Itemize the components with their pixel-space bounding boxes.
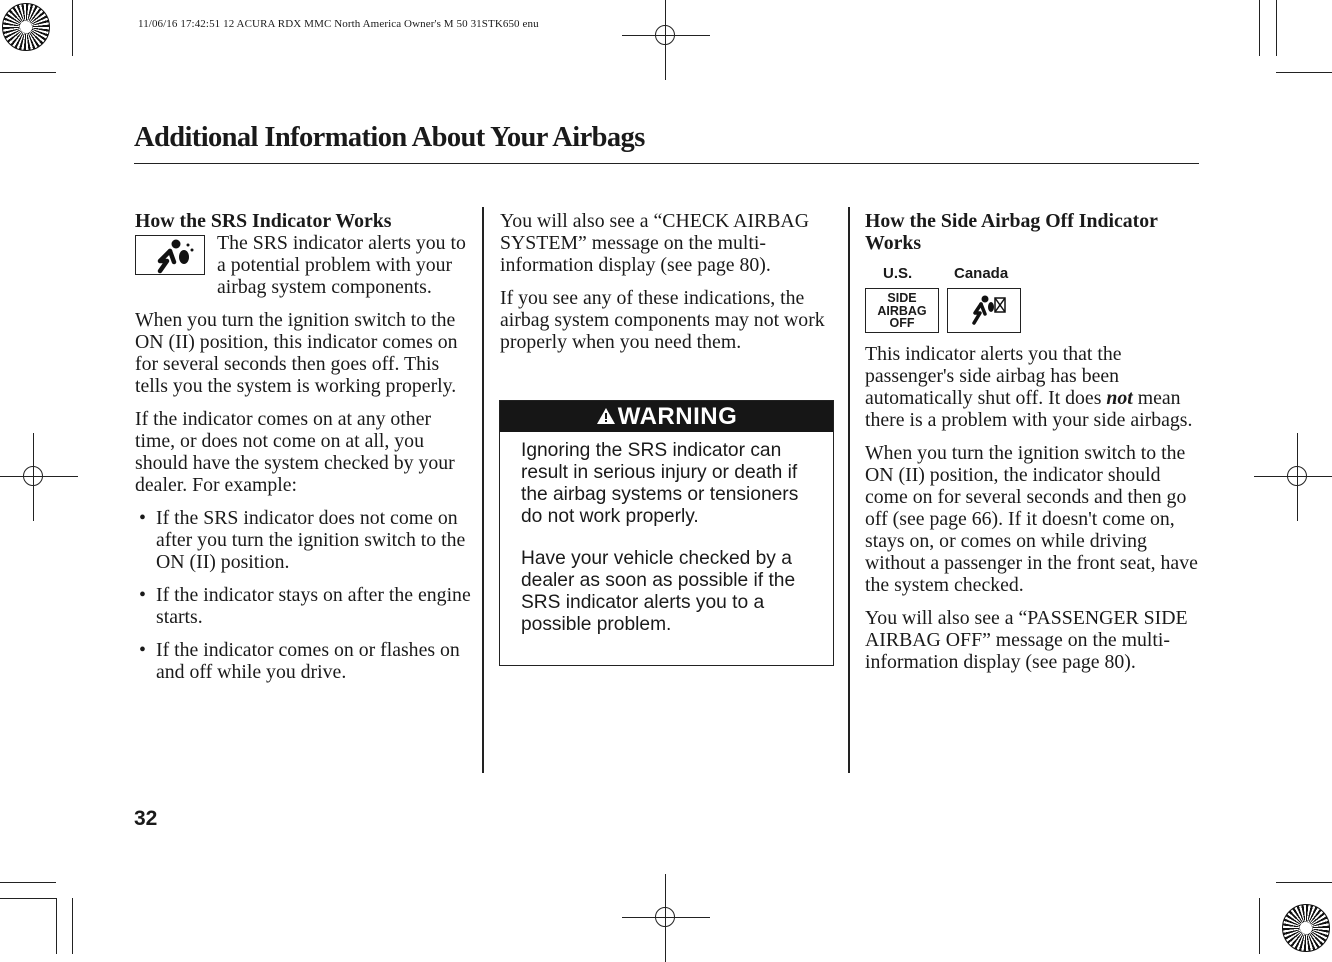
warning-triangle-icon bbox=[596, 407, 616, 425]
bullet-dot: • bbox=[139, 584, 146, 606]
bullet-dot: • bbox=[139, 639, 146, 661]
column-check-airbag bbox=[500, 210, 834, 364]
registration-mark-bottom-right bbox=[1282, 904, 1330, 952]
bullet-dot: • bbox=[139, 507, 146, 529]
title-rule bbox=[134, 163, 1199, 164]
crosshair-mark-top bbox=[622, 0, 710, 80]
emphasis-not: not bbox=[1106, 387, 1133, 409]
side-airbag-paragraph-3: You will also see a “PASSENGER SIDE AIRBAG OFF” message on the multi-information display (see page 80). bbox=[865, 607, 1188, 673]
column-side-airbag-off bbox=[865, 210, 1197, 254]
column-divider-1 bbox=[482, 207, 484, 773]
column-side-airbag-off-body bbox=[865, 343, 1199, 684]
side-airbag-off-symbol-icon bbox=[948, 289, 1020, 332]
warning-label: WARNING bbox=[617, 403, 738, 430]
crosshair-mark-bottom bbox=[622, 874, 710, 962]
srs-heading: How the SRS Indicator Works bbox=[135, 210, 392, 232]
warning-paragraph-1: Ignoring the SRS indicator can result in serious injury or death if the airbag systems or tensioners do not work properly. bbox=[521, 440, 799, 527]
column-divider-2 bbox=[848, 207, 850, 773]
warning-body bbox=[500, 432, 833, 636]
page-title: Additional Information About Your Airbags bbox=[134, 122, 645, 153]
page-number: 32 bbox=[134, 807, 158, 830]
seated-person-airbag-icon bbox=[136, 236, 204, 274]
warning-paragraph-2: Have your vehicle checked by a dealer as soon as possible if the SRS indicator alerts you to a possible problem. bbox=[521, 548, 796, 635]
side-airbag-paragraph-2: When you turn the ignition switch to the ON (II) position, the indicator should come on for several seconds and then go off (see page 66). If it doesn't come on, stays on, or comes on while driving without a passenger in the front seat, have the system checked. bbox=[865, 442, 1198, 596]
srs-paragraph-2: If the indicator comes on at any other time, or does not come on at all, you should have the system checked by your dealer. For example: bbox=[135, 408, 455, 496]
side-airbag-off-canada-indicator bbox=[947, 288, 1021, 333]
warning-box bbox=[499, 400, 834, 666]
warning-header bbox=[500, 401, 833, 432]
side-airbag-paragraph-1: This indicator alerts you that the passenger's side airbag has been automatically shut off. It does not mean there is a problem with your side airbags. bbox=[865, 343, 1193, 431]
srs-paragraph-1: When you turn the ignition switch to the ON (II) position, this indicator comes on for several seconds then goes off. This tells you the system is working properly. bbox=[135, 309, 458, 397]
srs-indicator-box bbox=[135, 235, 205, 275]
list-item: • If the SRS indicator does not come on after you turn the ignition switch to the ON (II) position. bbox=[139, 507, 466, 573]
check-airbag-paragraph: You will also see a “CHECK AIRBAG SYSTEM” message on the multi-information display (see page 80). bbox=[500, 210, 809, 276]
registration-mark-top-left bbox=[2, 3, 50, 51]
column-srs-indicator bbox=[135, 210, 471, 694]
srs-intro: The SRS indicator alerts you to a potential problem with your airbag system components. bbox=[217, 232, 466, 298]
canada-label: Canada bbox=[954, 265, 1009, 282]
print-slug: 11/06/16 17:42:51 12 ACURA RDX MMC North America Owner's M 50 31STK650 enu bbox=[138, 18, 539, 30]
us-label: U.S. bbox=[883, 265, 913, 282]
side-airbag-off-us-indicator: SIDE AIRBAG OFF bbox=[865, 288, 939, 333]
side-airbag-heading: How the Side Airbag Off Indicator Works bbox=[865, 210, 1158, 254]
list-item: • If the indicator comes on or flashes on and off while you drive. bbox=[139, 639, 460, 683]
indications-paragraph: If you see any of these indications, the airbag system components may not work properly when you need them. bbox=[500, 287, 825, 353]
crosshair-mark-right bbox=[1254, 433, 1332, 521]
list-item: • If the indicator stays on after the engine starts. bbox=[139, 584, 471, 628]
crosshair-mark-left bbox=[0, 433, 78, 521]
